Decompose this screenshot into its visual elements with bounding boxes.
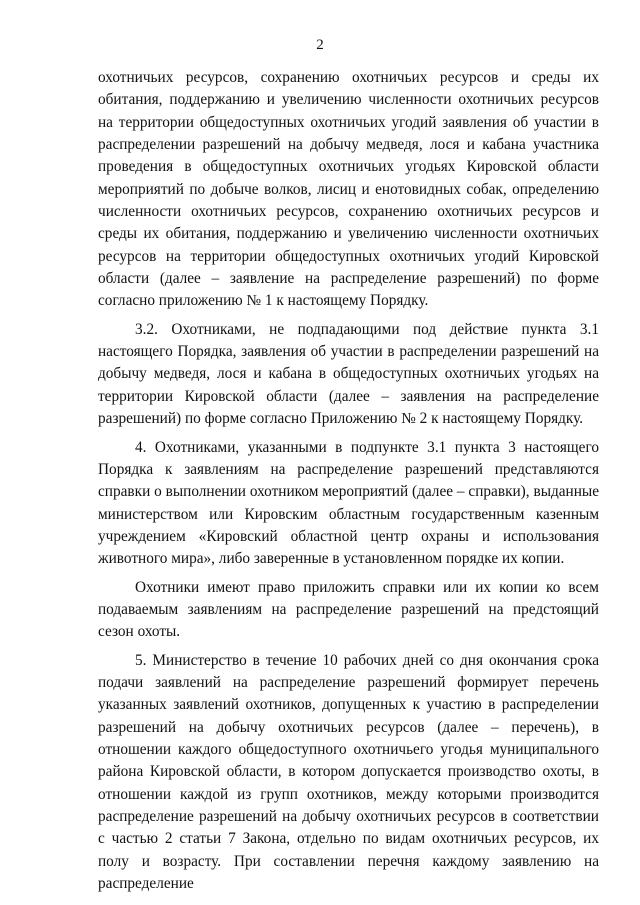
document-body <box>98 67 599 895</box>
paragraph-hunters-right: Охотники имеют право приложить справки или их копии ко всем подаваемым заявлениям на распределение разрешений на предстоящий сезон охоты. <box>98 578 599 641</box>
paragraph-5: 5. Министерство в течение 10 рабочих дней со дня окончания срока подачи заявлений на распределение разрешений формирует перечень указанных заявлений охотников, допущенных к участию в распределении разрешений на добычу охотничьих ресурсов (далее – перечень), в отношении каждого общедоступного охотничьего угодья муниципального района Кировской области, в котором допускается производство охоты, в отношении каждой из групп охотников, между которыми производится распределение разрешений на добычу охотничьих ресурсов в соответствии с частью 2 статьи 7 Закона, отдельно по видам охотничьих ресурсов, их полу и возрасту. При составлении перечня каждому заявлению на распределение <box>98 651 599 893</box>
paragraph-continuation: охотничьих ресурсов, сохранению охотничьих ресурсов и среды их обитания, поддержанию и увеличению численности охотничьих ресурсов на территории общедоступных охотничьих угодий заявления об участии в распределении разрешений на добычу медведя, лося и кабана участника проведения в общедоступных охотничьих угодьях Кировской области мероприятий по добыче волков, лисиц и енотовидных собак, определению численности охотничьих ресурсов, сохранению охотничьих ресурсов и среды их обитания, поддержанию и увеличению численности охотничьих ресурсов на территории общедоступных охотничьих угодий Кировской области (далее – заявление на распределение разрешений) по форме согласно приложению № 1 к настоящему Порядку. <box>98 69 599 310</box>
paragraph-4: 4. Охотниками, указанными в подпункте 3.1 пункта 3 настоящего Порядка к заявлениям на распределение разрешений представляются справки о выполнении охотником мероприятий (далее – справки), выданные министерством или Кировским областным государственным казенным учреждением «Кировский областной центр охраны и использования животного мира», либо заверенные в установленном порядке их копии. <box>98 438 599 568</box>
paragraph-3-2: 3.2. Охотниками, не подпадающими под действие пункта 3.1 настоящего Порядка, заявления об участии в распределении разрешений на добычу медведя, лося и кабана в общедоступных охотничьих угодьях на территории Кировской области (далее – заявления на распределение разрешений) по форме согласно Приложению № 2 к настоящему Порядку. <box>98 320 599 428</box>
page-number: 2 <box>316 37 324 53</box>
